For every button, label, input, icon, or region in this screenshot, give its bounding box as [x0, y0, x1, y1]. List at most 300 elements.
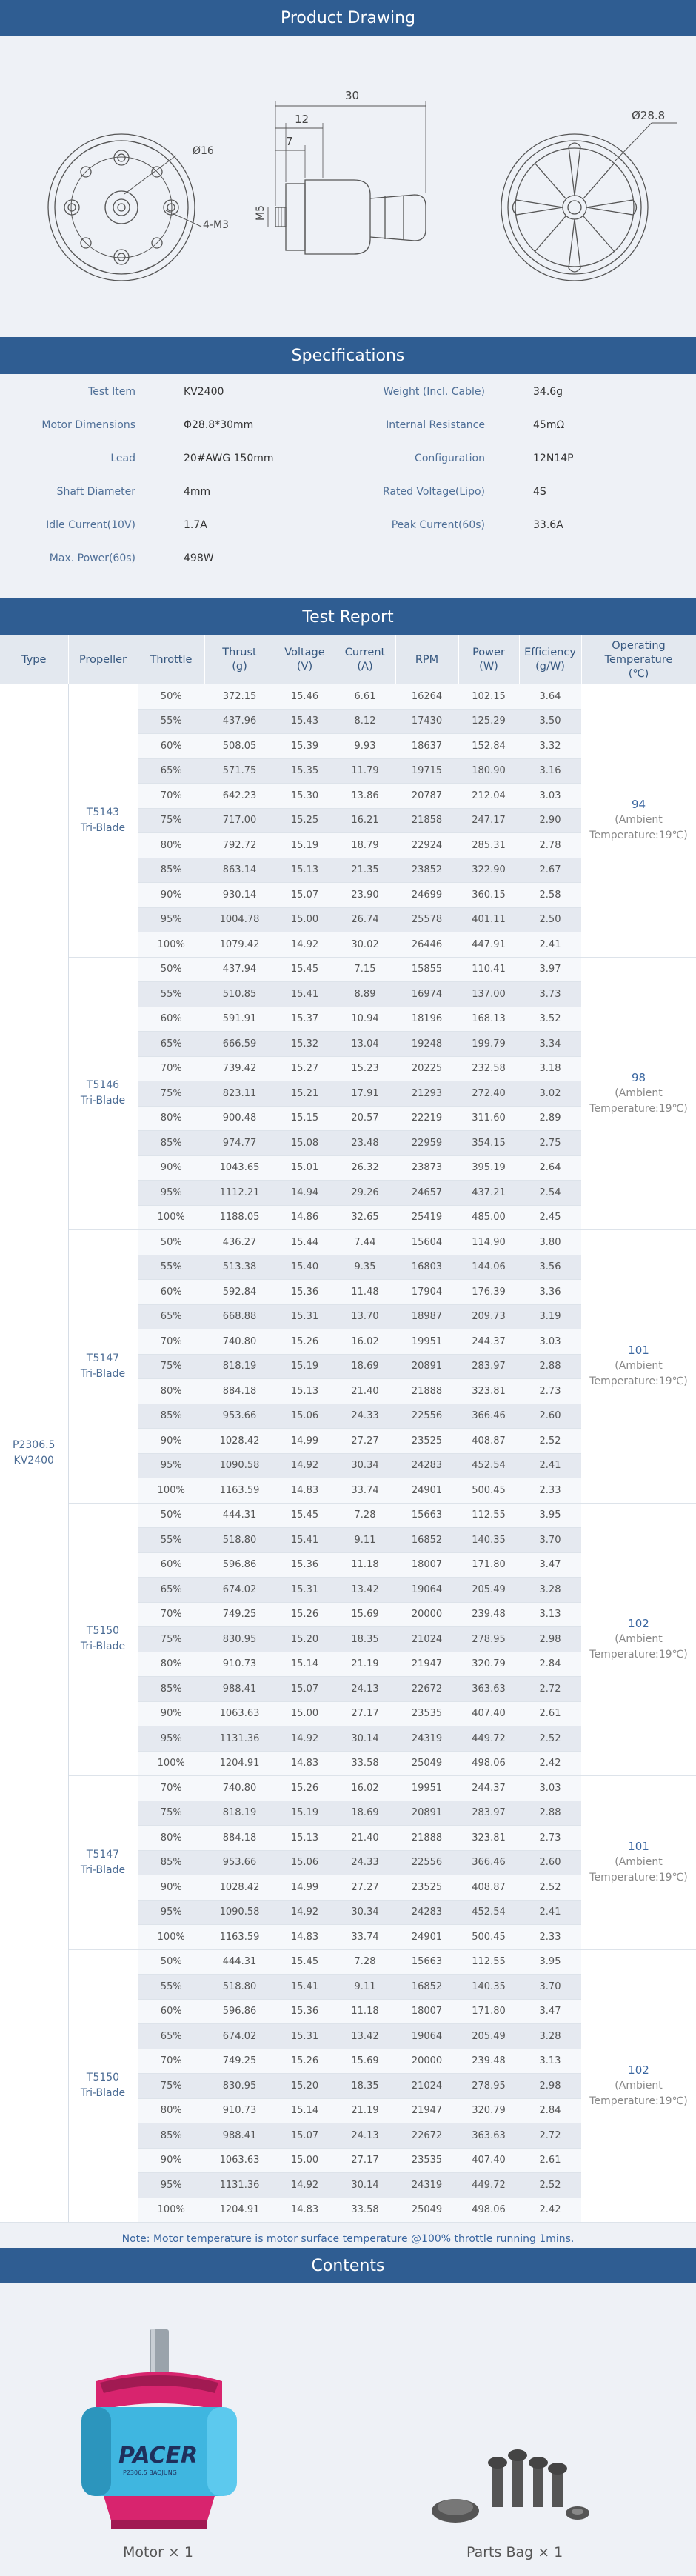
data-cell: 26446: [395, 932, 458, 958]
data-cell: 15.27: [275, 1056, 335, 1081]
data-cell: 16.02: [335, 1329, 395, 1355]
spec-row-right: [0, 381, 696, 404]
data-cell: 15.41: [275, 1975, 335, 2000]
data-cell: 1188.05: [204, 1205, 275, 1230]
data-cell: 739.42: [204, 1056, 275, 1081]
data-cell: 823.11: [204, 1081, 275, 1107]
data-cell: 20225: [395, 1056, 458, 1081]
data-cell: 26.74: [335, 907, 395, 932]
data-cell: 7.44: [335, 1230, 395, 1255]
data-cell: 3.52: [519, 1007, 581, 1032]
data-cell: 30.14: [335, 1726, 395, 1752]
data-cell: 2.33: [519, 1478, 581, 1504]
spec-label: Peak Current(60s): [391, 519, 485, 531]
data-cell: 22556: [395, 1404, 458, 1429]
specifications-header: Specifications: [0, 337, 696, 374]
data-cell: 32.65: [335, 1205, 395, 1230]
data-cell: 3.32: [519, 734, 581, 759]
spec-value: 1.7A: [184, 519, 207, 531]
spec-label: Configuration: [415, 453, 485, 464]
data-cell: 3.16: [519, 758, 581, 784]
data-cell: 60%: [138, 1007, 204, 1032]
data-cell: 910.73: [204, 2098, 275, 2123]
table-row: [0, 957, 696, 982]
parts-bag-caption: Parts Bag × 1: [466, 2544, 563, 2560]
column-header: Power (W): [458, 635, 519, 684]
data-cell: 323.81: [458, 1379, 519, 1404]
data-cell: 171.80: [458, 1999, 519, 2024]
data-cell: 114.90: [458, 1230, 519, 1255]
data-cell: 2.88: [519, 1354, 581, 1379]
data-cell: 15.19: [275, 1354, 335, 1379]
data-cell: 988.41: [204, 2123, 275, 2149]
data-cell: 85%: [138, 858, 204, 883]
data-cell: 363.63: [458, 2123, 519, 2149]
data-cell: 740.80: [204, 1329, 275, 1355]
data-cell: 25049: [395, 1751, 458, 1776]
data-cell: 16974: [395, 982, 458, 1007]
column-header: Efficiency (g/W): [519, 635, 581, 684]
spec-label: Motor Dimensions: [41, 419, 135, 431]
product-drawing-header: Product Drawing: [0, 0, 696, 36]
data-cell: 85%: [138, 1131, 204, 1156]
data-cell: 18.35: [335, 1627, 395, 1652]
data-cell: 910.73: [204, 1652, 275, 1677]
data-cell: 22672: [395, 2123, 458, 2149]
dim-12-label: 12: [295, 113, 309, 126]
data-cell: 90%: [138, 1155, 204, 1181]
spec-value: Φ28.8*30mm: [184, 419, 254, 431]
data-cell: 674.02: [204, 1578, 275, 1603]
data-cell: 168.13: [458, 1007, 519, 1032]
data-cell: 20891: [395, 1354, 458, 1379]
motor-type-cell: P2306.5 KV2400: [0, 684, 68, 2223]
data-cell: 15.26: [275, 1776, 335, 1801]
data-cell: 95%: [138, 1181, 204, 1206]
data-cell: 85%: [138, 1404, 204, 1429]
data-cell: 2.98: [519, 2074, 581, 2099]
data-cell: 360.15: [458, 883, 519, 908]
data-cell: 508.05: [204, 734, 275, 759]
data-cell: 11.18: [335, 1999, 395, 2024]
data-cell: 3.47: [519, 1999, 581, 2024]
data-cell: 591.91: [204, 1007, 275, 1032]
data-cell: 75%: [138, 2074, 204, 2099]
data-cell: 50%: [138, 1949, 204, 1975]
data-cell: 15.35: [275, 758, 335, 784]
data-cell: 7.28: [335, 1949, 395, 1975]
data-cell: 1043.65: [204, 1155, 275, 1181]
data-cell: 513.38: [204, 1255, 275, 1280]
data-cell: 13.70: [335, 1304, 395, 1329]
data-cell: 1063.63: [204, 1701, 275, 1726]
data-cell: 485.00: [458, 1205, 519, 1230]
data-cell: 2.88: [519, 1801, 581, 1826]
data-cell: 29.26: [335, 1181, 395, 1206]
data-cell: 205.49: [458, 1578, 519, 1603]
data-cell: 95%: [138, 2173, 204, 2198]
temperature-cell: [581, 957, 696, 1230]
data-cell: 180.90: [458, 758, 519, 784]
table-body: [0, 684, 696, 2223]
data-cell: 75%: [138, 808, 204, 833]
data-cell: 408.87: [458, 1875, 519, 1901]
data-cell: 19248: [395, 1032, 458, 1057]
data-cell: 15.36: [275, 1999, 335, 2024]
data-cell: 17904: [395, 1280, 458, 1305]
data-cell: 674.02: [204, 2024, 275, 2049]
spec-value: 34.6g: [533, 386, 563, 398]
data-cell: 15.45: [275, 1949, 335, 1975]
data-cell: 100%: [138, 2198, 204, 2223]
data-cell: 16852: [395, 1528, 458, 1553]
data-cell: 15663: [395, 1949, 458, 1975]
data-cell: 272.40: [458, 1081, 519, 1107]
data-cell: 3.50: [519, 709, 581, 734]
data-cell: 21.40: [335, 1826, 395, 1851]
data-cell: 33.74: [335, 1925, 395, 1950]
data-cell: 1163.59: [204, 1478, 275, 1504]
data-cell: 21.19: [335, 2098, 395, 2123]
data-cell: 2.98: [519, 1627, 581, 1652]
data-cell: 15.13: [275, 858, 335, 883]
column-header: Current (A): [335, 635, 395, 684]
data-cell: 2.50: [519, 907, 581, 932]
data-cell: 15.45: [275, 957, 335, 982]
data-cell: 2.90: [519, 808, 581, 833]
data-cell: 437.21: [458, 1181, 519, 1206]
temperature-cell: [581, 1503, 696, 1776]
data-cell: 366.46: [458, 1850, 519, 1875]
data-cell: 15855: [395, 957, 458, 982]
data-cell: 23852: [395, 858, 458, 883]
data-cell: 3.47: [519, 1552, 581, 1578]
data-cell: 15.31: [275, 2024, 335, 2049]
data-cell: 13.42: [335, 1578, 395, 1603]
motor-image: [74, 2329, 244, 2544]
data-cell: 1131.36: [204, 2173, 275, 2198]
data-cell: 15.31: [275, 1578, 335, 1603]
data-cell: 95%: [138, 1726, 204, 1752]
data-cell: 24319: [395, 1726, 458, 1752]
data-cell: 15.30: [275, 784, 335, 809]
propeller-cell: T5147 Tri-Blade: [68, 1776, 138, 1950]
data-cell: 449.72: [458, 2173, 519, 2198]
spec-label: Test Item: [88, 386, 135, 398]
data-cell: 14.99: [275, 1875, 335, 1901]
data-cell: 2.45: [519, 1205, 581, 1230]
data-cell: 15.41: [275, 1528, 335, 1553]
data-cell: 863.14: [204, 858, 275, 883]
data-cell: 140.35: [458, 1528, 519, 1553]
data-cell: 110.41: [458, 957, 519, 982]
data-cell: 1028.42: [204, 1429, 275, 1454]
data-cell: 498.06: [458, 2198, 519, 2223]
data-cell: 2.84: [519, 1652, 581, 1677]
data-cell: 749.25: [204, 2049, 275, 2074]
data-cell: 70%: [138, 1329, 204, 1355]
data-cell: 452.54: [458, 1453, 519, 1478]
data-cell: 95%: [138, 907, 204, 932]
data-cell: 22556: [395, 1850, 458, 1875]
data-cell: 27.27: [335, 1429, 395, 1454]
data-cell: 3.03: [519, 1329, 581, 1355]
data-cell: 112.55: [458, 1949, 519, 1975]
data-cell: 3.02: [519, 1081, 581, 1107]
data-cell: 285.31: [458, 833, 519, 858]
data-cell: 25049: [395, 2198, 458, 2223]
temperature-value: 98: [631, 1070, 646, 1084]
data-cell: 24901: [395, 1478, 458, 1504]
data-cell: 14.83: [275, 1925, 335, 1950]
data-cell: 55%: [138, 1255, 204, 1280]
data-cell: 239.48: [458, 1602, 519, 1627]
data-cell: 20.57: [335, 1106, 395, 1131]
spec-value: 4mm: [184, 486, 211, 498]
data-cell: 60%: [138, 734, 204, 759]
data-cell: 19715: [395, 758, 458, 784]
data-cell: 55%: [138, 709, 204, 734]
data-cell: 3.13: [519, 2049, 581, 2074]
data-cell: 884.18: [204, 1826, 275, 1851]
data-cell: 9.93: [335, 734, 395, 759]
column-header: Voltage (V): [275, 635, 335, 684]
data-cell: 65%: [138, 1304, 204, 1329]
data-cell: 500.45: [458, 1478, 519, 1504]
data-cell: 23525: [395, 1875, 458, 1901]
data-cell: 90%: [138, 2148, 204, 2173]
data-cell: 15.41: [275, 982, 335, 1007]
data-cell: 15604: [395, 1230, 458, 1255]
contents-section: [0, 2248, 696, 2576]
data-cell: 24.33: [335, 1850, 395, 1875]
data-cell: 18.69: [335, 1801, 395, 1826]
temperature-value: 102: [628, 1616, 649, 1630]
data-cell: 176.39: [458, 1280, 519, 1305]
data-cell: 14.92: [275, 1900, 335, 1925]
data-cell: 80%: [138, 833, 204, 858]
data-cell: 15663: [395, 1503, 458, 1528]
data-cell: 14.83: [275, 1478, 335, 1504]
column-header: Throttle: [138, 635, 204, 684]
spec-value: 4S: [533, 486, 546, 498]
data-cell: 437.94: [204, 957, 275, 982]
data-cell: 2.72: [519, 1677, 581, 1702]
data-cell: 16.21: [335, 808, 395, 833]
data-cell: 85%: [138, 1677, 204, 1702]
data-cell: 452.54: [458, 1900, 519, 1925]
temperature-note: (Ambient Temperature:19℃): [589, 1632, 688, 1661]
data-cell: 18637: [395, 734, 458, 759]
data-cell: 953.66: [204, 1404, 275, 1429]
contents-header: Contents: [0, 2248, 696, 2283]
column-header: Propeller: [68, 635, 138, 684]
data-cell: 401.11: [458, 907, 519, 932]
data-cell: 3.73: [519, 982, 581, 1007]
data-cell: 70%: [138, 1602, 204, 1627]
temperature-value: 101: [628, 1344, 649, 1358]
data-cell: 2.64: [519, 1155, 581, 1181]
spec-value: KV2400: [184, 386, 224, 398]
spec-value: 20#AWG 150mm: [184, 453, 274, 464]
data-cell: 15.07: [275, 2123, 335, 2149]
data-cell: 596.86: [204, 1999, 275, 2024]
data-cell: 70%: [138, 1776, 204, 1801]
data-cell: 1112.21: [204, 1181, 275, 1206]
data-cell: 80%: [138, 2098, 204, 2123]
data-cell: 444.31: [204, 1949, 275, 1975]
data-cell: 1004.78: [204, 907, 275, 932]
data-cell: 2.41: [519, 932, 581, 958]
data-cell: 21.40: [335, 1379, 395, 1404]
spec-row-right: [0, 415, 696, 437]
data-cell: 283.97: [458, 1354, 519, 1379]
column-header: Thrust (g): [204, 635, 275, 684]
data-cell: 436.27: [204, 1230, 275, 1255]
data-cell: 15.46: [275, 684, 335, 709]
data-cell: 2.54: [519, 1181, 581, 1206]
spec-row-right: [0, 448, 696, 470]
data-cell: 232.58: [458, 1056, 519, 1081]
data-cell: 75%: [138, 1627, 204, 1652]
data-cell: 11.48: [335, 1280, 395, 1305]
data-cell: 65%: [138, 1578, 204, 1603]
data-cell: 15.40: [275, 1255, 335, 1280]
data-cell: 75%: [138, 1354, 204, 1379]
data-cell: 15.69: [335, 1602, 395, 1627]
data-cell: 205.49: [458, 2024, 519, 2049]
data-cell: 900.48: [204, 1106, 275, 1131]
data-cell: 21947: [395, 1652, 458, 1677]
data-cell: 33.74: [335, 1478, 395, 1504]
temperature-note: (Ambient Temperature:19℃): [589, 2079, 688, 2107]
data-cell: 3.80: [519, 1230, 581, 1255]
dim-7-label: 7: [286, 135, 293, 148]
data-cell: 24319: [395, 2173, 458, 2198]
data-cell: 70%: [138, 1056, 204, 1081]
data-cell: 15.36: [275, 1552, 335, 1578]
data-cell: 2.41: [519, 1900, 581, 1925]
data-cell: 3.18: [519, 1056, 581, 1081]
table-row: [0, 1949, 696, 1975]
data-cell: 3.95: [519, 1949, 581, 1975]
data-cell: 395.19: [458, 1155, 519, 1181]
data-cell: 2.72: [519, 2123, 581, 2149]
data-cell: 15.19: [275, 1801, 335, 1826]
data-cell: 3.19: [519, 1304, 581, 1329]
temperature-note: (Ambient Temperature:19℃): [589, 1087, 688, 1115]
top-view-drawing: [501, 123, 677, 281]
data-cell: 100%: [138, 1751, 204, 1776]
data-cell: 15.20: [275, 2074, 335, 2099]
data-cell: 80%: [138, 1379, 204, 1404]
data-cell: 15.31: [275, 1304, 335, 1329]
data-cell: 7.28: [335, 1503, 395, 1528]
data-cell: 15.32: [275, 1032, 335, 1057]
temperature-value: 102: [628, 2063, 649, 2077]
data-cell: 3.28: [519, 1578, 581, 1603]
data-cell: 17430: [395, 709, 458, 734]
data-cell: 199.79: [458, 1032, 519, 1057]
data-cell: 20891: [395, 1801, 458, 1826]
data-cell: 13.42: [335, 2024, 395, 2049]
data-cell: 363.63: [458, 1677, 519, 1702]
data-cell: 100%: [138, 1205, 204, 1230]
temperature-note: (Ambient Temperature:19℃): [589, 1856, 688, 1884]
data-cell: 100%: [138, 1925, 204, 1950]
data-cell: 23873: [395, 1155, 458, 1181]
data-cell: 1204.91: [204, 1751, 275, 1776]
spec-row-left: [0, 548, 696, 570]
data-cell: 14.83: [275, 2198, 335, 2223]
data-cell: 278.95: [458, 2074, 519, 2099]
data-cell: 518.80: [204, 1528, 275, 1553]
data-cell: 23.90: [335, 883, 395, 908]
data-cell: 15.21: [275, 1081, 335, 1107]
spec-label: Shaft Diameter: [56, 486, 135, 498]
data-cell: 830.95: [204, 1627, 275, 1652]
data-cell: 30.02: [335, 932, 395, 958]
data-cell: 749.25: [204, 1602, 275, 1627]
data-cell: 278.95: [458, 1627, 519, 1652]
data-cell: 444.31: [204, 1503, 275, 1528]
data-cell: 14.99: [275, 1429, 335, 1454]
data-cell: 3.28: [519, 2024, 581, 2049]
data-cell: 112.55: [458, 1503, 519, 1528]
data-cell: 33.58: [335, 2198, 395, 2223]
data-cell: 18007: [395, 1552, 458, 1578]
data-cell: 18987: [395, 1304, 458, 1329]
data-cell: 90%: [138, 1701, 204, 1726]
data-cell: 18.35: [335, 2074, 395, 2099]
data-cell: 1204.91: [204, 2198, 275, 2223]
data-cell: 55%: [138, 1528, 204, 1553]
data-cell: 21293: [395, 1081, 458, 1107]
data-cell: 15.19: [275, 833, 335, 858]
data-cell: 80%: [138, 1826, 204, 1851]
data-cell: 25578: [395, 907, 458, 932]
data-cell: 14.92: [275, 2173, 335, 2198]
data-cell: 15.69: [335, 2049, 395, 2074]
data-cell: 55%: [138, 1975, 204, 2000]
data-cell: 14.86: [275, 1205, 335, 1230]
data-cell: 283.97: [458, 1801, 519, 1826]
data-cell: 3.34: [519, 1032, 581, 1057]
data-cell: 80%: [138, 1106, 204, 1131]
data-cell: 3.70: [519, 1975, 581, 2000]
data-cell: 7.15: [335, 957, 395, 982]
data-cell: 102.15: [458, 684, 519, 709]
data-cell: 23525: [395, 1429, 458, 1454]
data-cell: 19951: [395, 1329, 458, 1355]
data-cell: 22672: [395, 1677, 458, 1702]
data-cell: 407.40: [458, 2148, 519, 2173]
data-cell: 2.52: [519, 1726, 581, 1752]
spec-label: Rated Voltage(Lipo): [382, 486, 485, 498]
data-cell: 21858: [395, 808, 458, 833]
data-cell: 14.83: [275, 1751, 335, 1776]
data-cell: 33.58: [335, 1751, 395, 1776]
data-cell: 15.25: [275, 808, 335, 833]
data-cell: 239.48: [458, 2049, 519, 2074]
table-row: [0, 1503, 696, 1528]
data-cell: 125.29: [458, 709, 519, 734]
dim-m5-label: M5: [255, 205, 267, 221]
data-cell: 11.79: [335, 758, 395, 784]
data-cell: 2.67: [519, 858, 581, 883]
data-cell: 642.23: [204, 784, 275, 809]
data-cell: 100%: [138, 1478, 204, 1504]
